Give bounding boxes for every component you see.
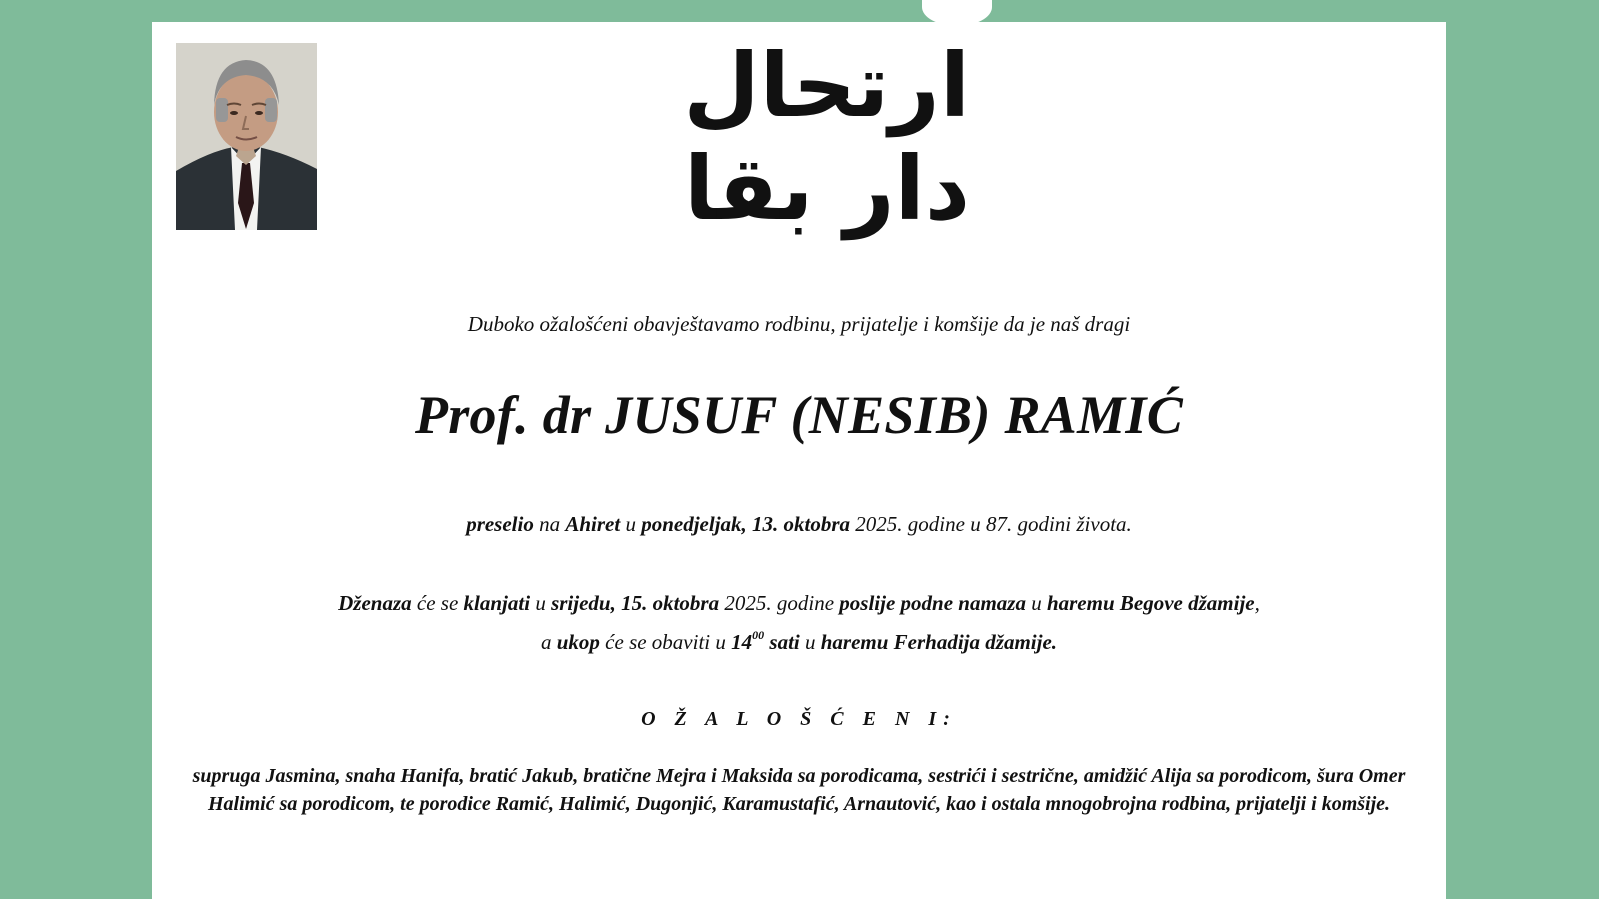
burial-word-3: će se obaviti u — [605, 630, 726, 654]
death-word-4: u — [625, 512, 636, 536]
mourners-heading: O Ž A L O Š Ć E N I: — [641, 708, 957, 730]
burial-word-2: ukop — [556, 630, 600, 654]
death-announcement — [152, 512, 1446, 537]
arabic-calligraphy — [630, 34, 970, 240]
funeral-line-1 — [152, 591, 1446, 616]
funeral-word-4: u — [535, 591, 546, 615]
deceased-name: Prof. dr JUSUF (NESIB) RAMIĆ — [414, 385, 1184, 445]
death-word-1: preselio — [466, 512, 534, 536]
burial-hour: 14 — [731, 630, 753, 654]
funeral-word-2: će se — [416, 591, 459, 615]
funeral-word-3: klanjati — [463, 591, 531, 615]
mourners-list: supruga Jasmina, snaha Hanifa, bratić Jakub, bratične Mejra i Maksida sa porodicama, sestrići i sestrične, amidžić Alija sa porodicom, šura Omer Halimić sa porodicom, te porodice Ramić, Halimić, Dugonjić, Karamustafić, Arnautović, kao i ostala mnogobrojna rodbina, prijatelji i komšije. — [192, 765, 1406, 815]
death-year-age: 2025. godine u 87. godini života. — [855, 512, 1132, 536]
top-arc-decoration — [922, 0, 992, 26]
burial-word-1: a — [540, 630, 552, 654]
funeral-location: haremu Begove džamije — [1046, 591, 1255, 615]
burial-word-5: u — [804, 630, 816, 654]
funeral-word-1: Dženaza — [338, 591, 412, 615]
death-word-3: Ahiret — [565, 512, 621, 536]
funeral-comma: , — [1254, 591, 1260, 615]
portrait-photo — [176, 43, 317, 230]
death-date: ponedjeljak, 13. oktobra — [641, 512, 851, 536]
intro-text: Duboko ožalošćeni obavještavamo rodbinu, prijatelje i komšije da je naš dragi — [467, 312, 1131, 336]
burial-word-4: sati — [769, 630, 800, 654]
funeral-prayer: poslije podne namaza — [839, 591, 1026, 615]
funeral-line-2 — [152, 628, 1446, 655]
portrait-illustration — [176, 43, 317, 230]
funeral-word-8: u — [1031, 591, 1042, 615]
obituary-card — [152, 22, 1446, 899]
burial-location: haremu Ferhadija džamije. — [820, 630, 1058, 654]
death-word-2: na — [539, 512, 561, 536]
funeral-date: srijedu, 15. oktobra — [551, 591, 720, 615]
funeral-year: 2025. godine — [724, 591, 835, 615]
arabic-heading: ارتحال دار بقا — [683, 34, 970, 240]
burial-minutes: 00 — [752, 628, 765, 642]
